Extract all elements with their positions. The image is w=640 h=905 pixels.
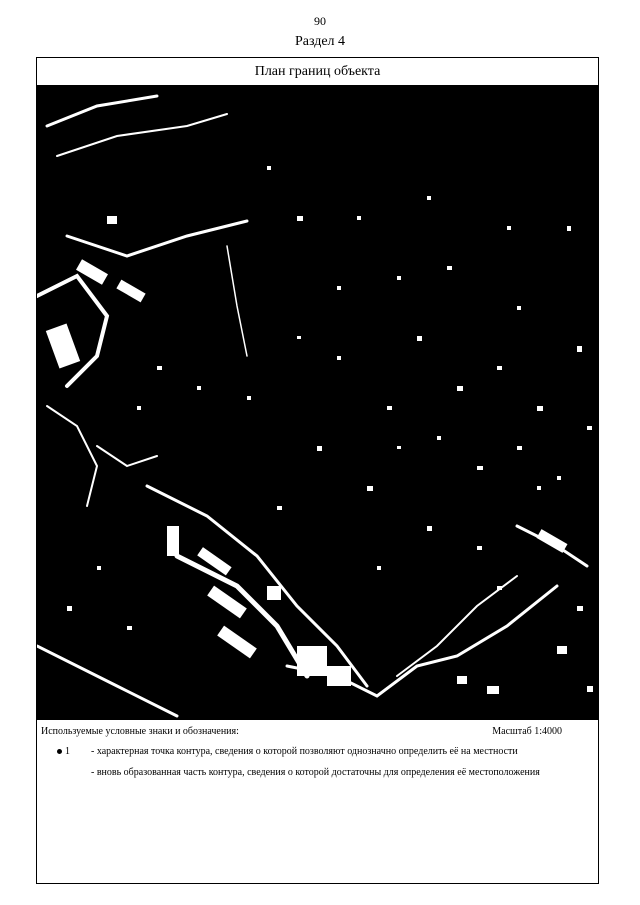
legend-item-text: - характерная точка контура, сведения о которой позволяют однозначно определить её на местности <box>91 746 518 757</box>
map-scale: Масштаб 1:4000 <box>492 726 562 737</box>
map-graphic <box>37 86 598 720</box>
plan-title: План границ объекта <box>37 58 598 86</box>
legend-item-text: - вновь образованная часть контура, сведения о которой достаточны для определения её местоположения <box>91 767 540 778</box>
legend-heading: Используемые условные знаки и обозначения: <box>41 726 239 737</box>
satellite-map-image <box>37 86 598 720</box>
point-marker-number: 1 <box>65 746 70 757</box>
point-marker <box>57 746 83 757</box>
legend-item-point <box>57 746 518 757</box>
page-number: 90 <box>314 14 326 28</box>
legend-item-new-contour <box>57 767 540 778</box>
plan-frame <box>36 57 599 884</box>
section-title: Раздел 4 <box>294 34 346 49</box>
point-dot-icon <box>57 749 62 754</box>
